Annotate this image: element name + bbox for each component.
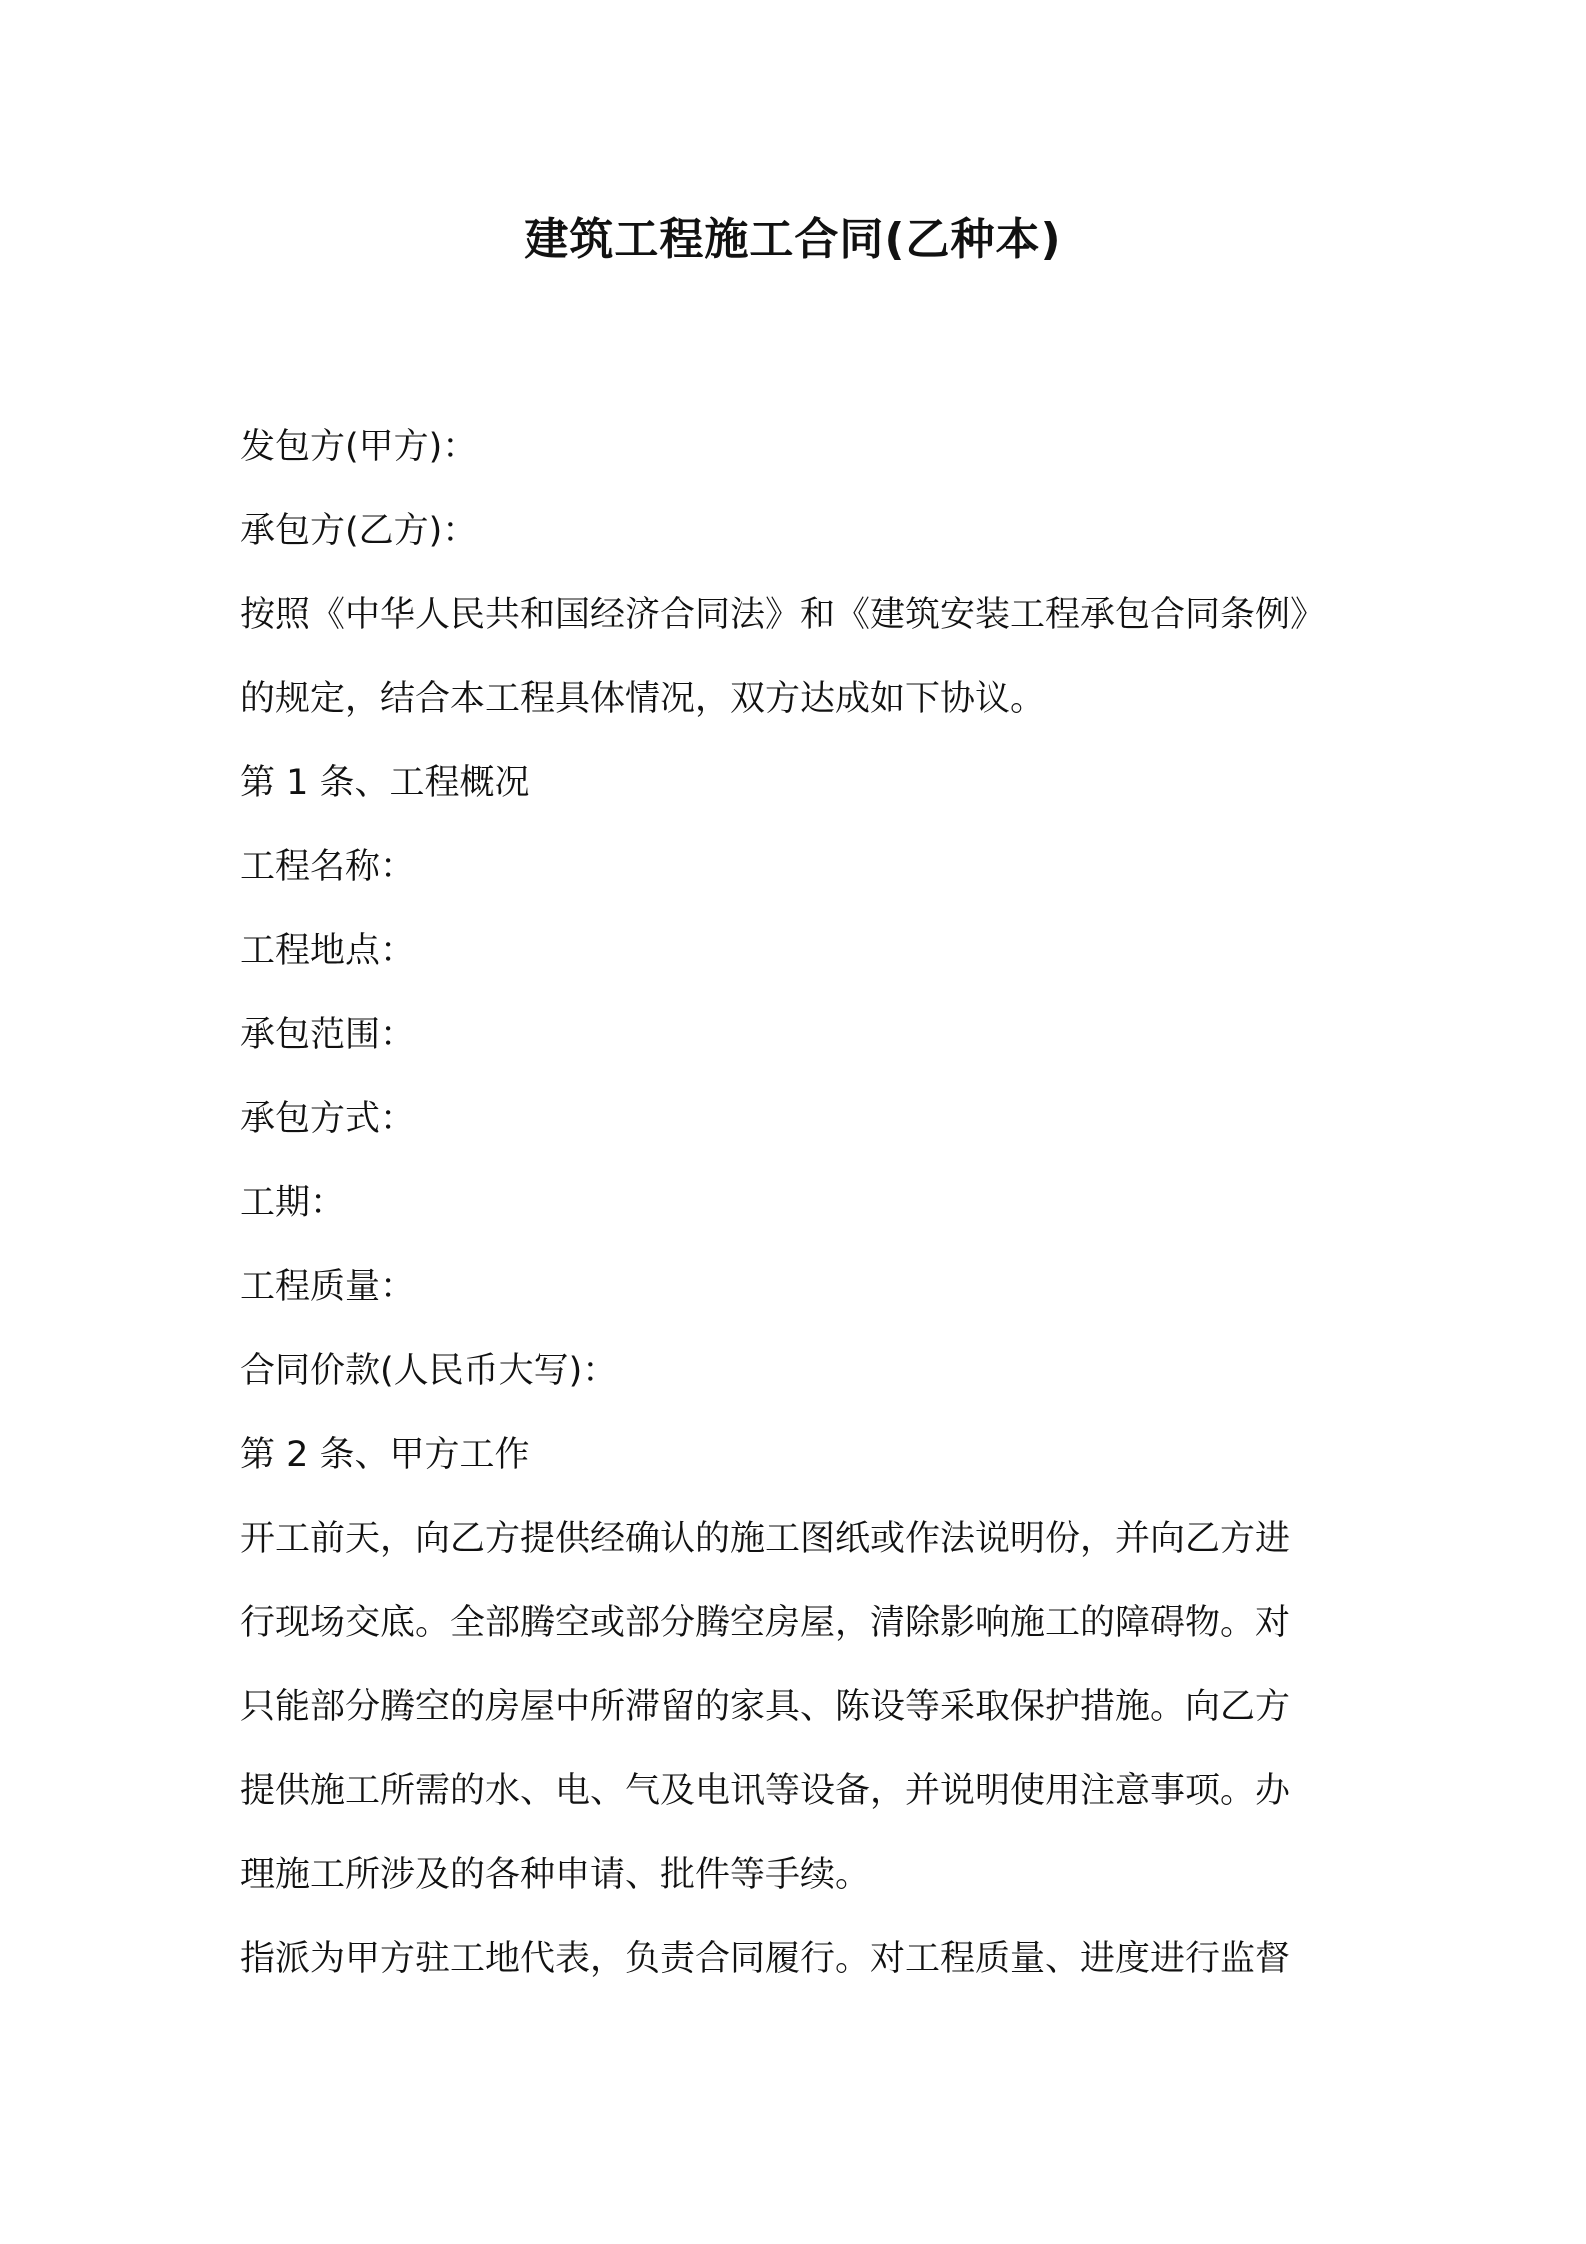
contract-scope-line: 承包范围： [240,1015,416,1055]
project-name-line: 工程名称： [240,847,416,887]
article-2-paragraph-2-line-1: 指派为甲方驻工地代表，负责合同履行。对工程质量、进度进行监督 [240,1939,1291,1979]
article-1-heading: 第 1 条、工程概况 [240,763,530,803]
document-body [240,405,1360,2001]
article-2-paragraph-1-line-2: 行现场交底。全部腾空或部分腾空房屋，清除影响施工的障碍物。对 [240,1603,1291,1643]
party-a-line: 发包方(甲方)： [240,427,478,467]
party-b-line: 承包方(乙方)： [240,511,478,551]
article-2-paragraph-1-line-5: 理施工所涉及的各种申请、批件等手续。 [240,1855,871,1895]
contract-method-line: 承包方式： [240,1099,416,1139]
contract-price-line: 合同价款(人民币大写)： [240,1351,618,1391]
duration-line: 工期： [240,1183,346,1223]
document-title: 建筑工程施工合同(乙种本) [524,214,1062,265]
preamble-line-1: 按照《中华人民共和国经济合同法》和《建筑安装工程承包合同条例》 [240,595,1326,635]
article-2-paragraph-1-line-1: 开工前天，向乙方提供经确认的施工图纸或作法说明份，并向乙方进 [240,1519,1291,1559]
article-2-heading: 第 2 条、甲方工作 [240,1435,530,1475]
article-2-paragraph-1-line-3: 只能部分腾空的房屋中所滞留的家具、陈设等采取保护措施。向乙方 [240,1687,1291,1727]
project-location-line: 工程地点： [240,931,416,971]
quality-line: 工程质量： [240,1267,416,1307]
article-2-paragraph-1-line-4: 提供施工所需的水、电、气及电讯等设备，并说明使用注意事项。办 [240,1771,1291,1811]
preamble-line-2: 的规定，结合本工程具体情况，双方达成如下协议。 [240,679,1046,719]
